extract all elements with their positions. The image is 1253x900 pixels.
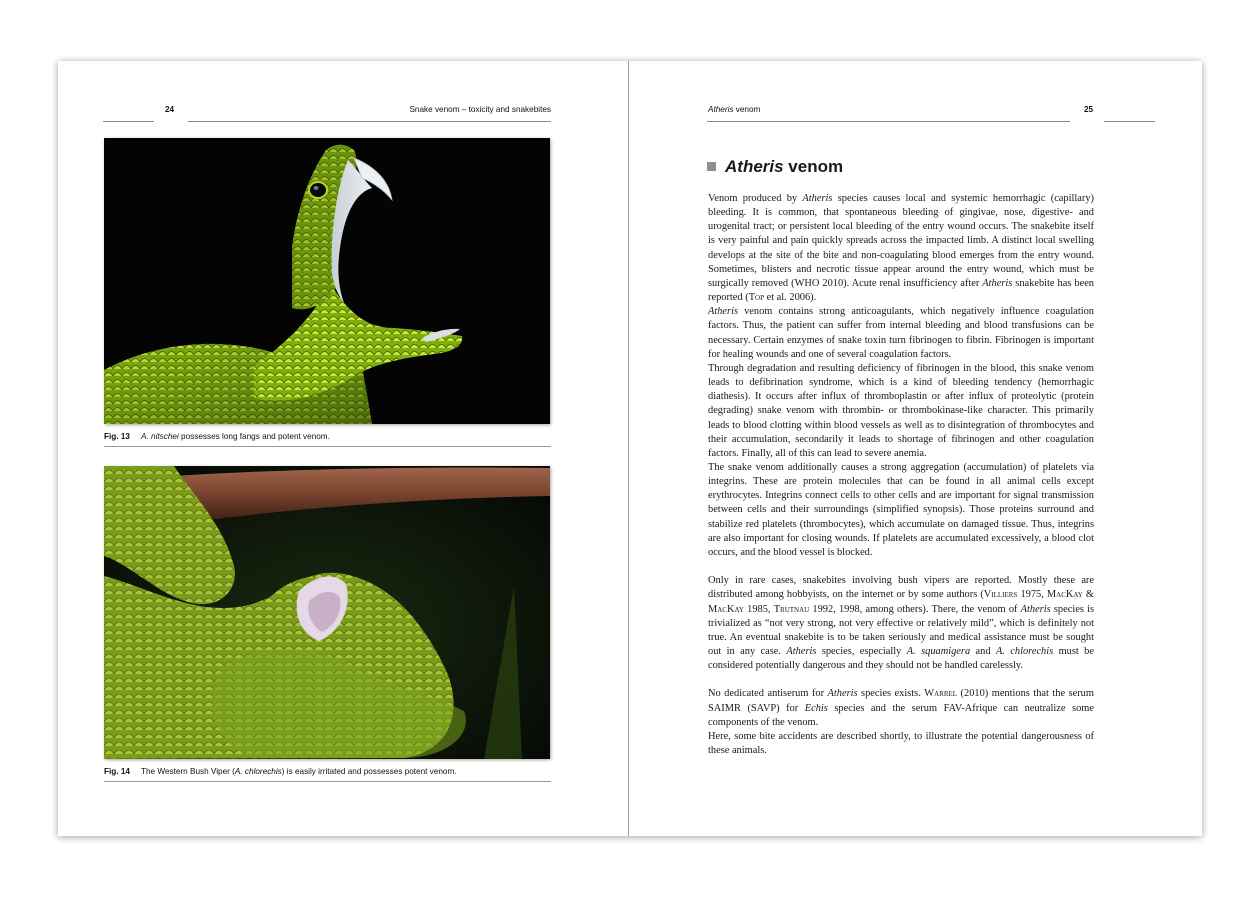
photo-atheris-nitschei — [104, 138, 550, 424]
p5-h: Atheris — [1020, 603, 1051, 615]
figure-14-text-before: The Western Bush Viper ( — [141, 767, 235, 776]
p6-b: Atheris — [827, 688, 858, 700]
header-rule-right-short — [1104, 121, 1155, 122]
p6-c: species exists. — [857, 688, 925, 700]
p1-e: snakebite has been reported ( — [708, 277, 1094, 304]
header-rule-left-long — [188, 121, 551, 122]
p5-g: 1992, 1998, among others). There, the venom of — [809, 603, 1021, 615]
figure-13-text: possesses long fangs and potent venom. — [178, 432, 330, 441]
p5-l: A. squamigera — [906, 645, 971, 657]
header-rule-left-short — [103, 121, 154, 122]
running-title-right — [708, 105, 760, 114]
p5-j: Atheris — [786, 645, 817, 657]
paragraph-3: Through degradation and resulting deficiency of fibrinogen in the blood, this snake venom leads to defibrination syndrome, which is a kind of bleeding tendency (hemorrhagic diathesis). It occurs after influx of thromboplastin or after influx of proteolytic (protein degrading) snake venom with thrombin- or thrombokinase-like character. This primarily leads to blood clotting within blood vessels as well as to disintegration of thrombocytes and their accumulation, secondarily it leads to shortage of fibrinogen and other coagulation factors. Finally, all of this can lead to severe anemia. — [708, 362, 1094, 459]
p5-b: Villiers — [983, 589, 1018, 601]
body-text — [708, 192, 1094, 758]
paragraph-6 — [708, 687, 1094, 729]
p5-o: must be considered potentially dangerous and they should not be handled carelessly. — [708, 645, 1094, 672]
p1-g: et al. 2006). — [763, 292, 817, 304]
p5-i: species is trivialized as “not very strong, not very effective or relatively mild”, which is definitely not true. An eventual snakebite is to be taken seriously and medical assistance must be sought out in any case. — [708, 603, 1094, 657]
p5-n: A. chlorechis — [995, 645, 1054, 657]
snake-nitschei-illustration — [104, 138, 550, 424]
p5-k: species, especially — [816, 645, 907, 657]
snake-chlorechis-illustration — [104, 466, 550, 759]
figure-14-caption — [104, 767, 457, 776]
p2-b: venom contains strong anticoagulants, which negatively influence coagulation factors. Thus, the patient can suffer from internal bleeding and blood transfusions can be necessary. Certain enzymes of snake toxin turn fibrinogen to fibrin. Fibrinogen is important for healing wounds and one of several coagulation factors. — [708, 306, 1094, 360]
p6-a: No dedicated antiserum for — [708, 688, 828, 700]
left-page — [58, 61, 628, 836]
p5-a: Only in rare cases, snakebites involving bush vipers are reported. Mostly these are distributed among hobbyists, on the internet or by some authors ( — [708, 575, 1094, 601]
running-title-right-rest: venom — [733, 105, 761, 114]
page-number-right: 25 — [1084, 105, 1094, 114]
p2-a: Atheris — [708, 306, 739, 318]
book-spread — [58, 61, 1202, 836]
p1-c: species causes local and systemic hemorrhagic (capillary) bleeding. It is common, that spontaneous bleeding of gingivae, nose, digestive- and urogenital tract; or persistent local bleeding of the entry wound occurs. The snakebite itself is very painful and pain quickly spreads across the impacted limb. A distinct local swelling develops at the site of the bite and non-coagulating blood emerges from the entry wound. Sometimes, blisters and necrotic tissue appear around the entry wound, which must be surgically removed (WHO 2010). Acute renal insufficiency after — [708, 193, 1095, 289]
paragraph-1 — [708, 192, 1094, 305]
running-title-left: Snake venom – toxicity and snakebites — [409, 105, 551, 114]
p5-e: 1985, — [743, 603, 774, 615]
p6-g: species and the serum FAV-Afrique can neutralize some components of the venom. — [708, 702, 1094, 728]
p6-f: Echis — [804, 702, 828, 714]
figure-14-text-after: ) is easily irritated and possesses potent venom. — [281, 767, 457, 776]
photo-atheris-chlorechis — [104, 466, 550, 759]
p5-m: and — [970, 645, 996, 657]
p1-f: Top — [748, 292, 764, 304]
p6-d: Warrel — [924, 688, 958, 700]
paragraph-gap — [708, 673, 1094, 687]
running-title-right-italic: Atheris — [708, 105, 734, 114]
figure-13-label: Fig. 13 — [104, 432, 130, 441]
paragraph-4: The snake venom additionally causes a strong aggregation (accumulation) of platelets via integrins. These are protein molecules that can be found in all animal cells except erythrocytes. Integrins connect cells to other cells and are important for signal transmission between cells and their surroundings (simplified synopsis). Those proteins surround and stabilize red platelets (thrombocytes), which accumulate on damaged tissue. Thus, integrins are also important for closing wounds. If platelets are accumulated excessively, a blood clot occurs, and the blood vessel is blocked. — [708, 461, 1094, 558]
heading-rest: venom — [783, 157, 844, 176]
p5-d: MacKay & MacKay — [708, 589, 1095, 615]
figure-14-label: Fig. 14 — [104, 767, 130, 776]
p1-b: Atheris — [802, 193, 833, 204]
paragraph-5 — [708, 574, 1094, 673]
figure-13-caption — [104, 432, 330, 441]
p1-a: Venom produced by — [708, 193, 803, 204]
figure-14-rule — [104, 781, 551, 782]
heading-square-icon — [707, 162, 716, 171]
paragraph-7: Here, some bite accidents are described shortly, to illustrate the potential dangerousness of these animals. — [708, 730, 1094, 757]
figure-13-species: A. nitschei — [141, 432, 179, 441]
p5-f: Trutnau — [773, 603, 810, 615]
header-rule-right-long — [707, 121, 1070, 122]
p6-e: (2010) mentions that the serum SAIMR (SAVP) for — [708, 688, 1094, 714]
p5-c: 1975, — [1017, 589, 1047, 601]
figure-13-rule — [104, 446, 551, 447]
right-page — [629, 61, 1202, 836]
paragraph-2 — [708, 305, 1094, 362]
figure-14-species: A. chlorechis — [234, 767, 282, 776]
p1-d: Atheris — [982, 277, 1013, 289]
section-heading — [707, 157, 843, 177]
page-number-left: 24 — [165, 105, 175, 114]
paragraph-gap — [708, 560, 1094, 574]
heading-italic: Atheris — [725, 157, 784, 176]
